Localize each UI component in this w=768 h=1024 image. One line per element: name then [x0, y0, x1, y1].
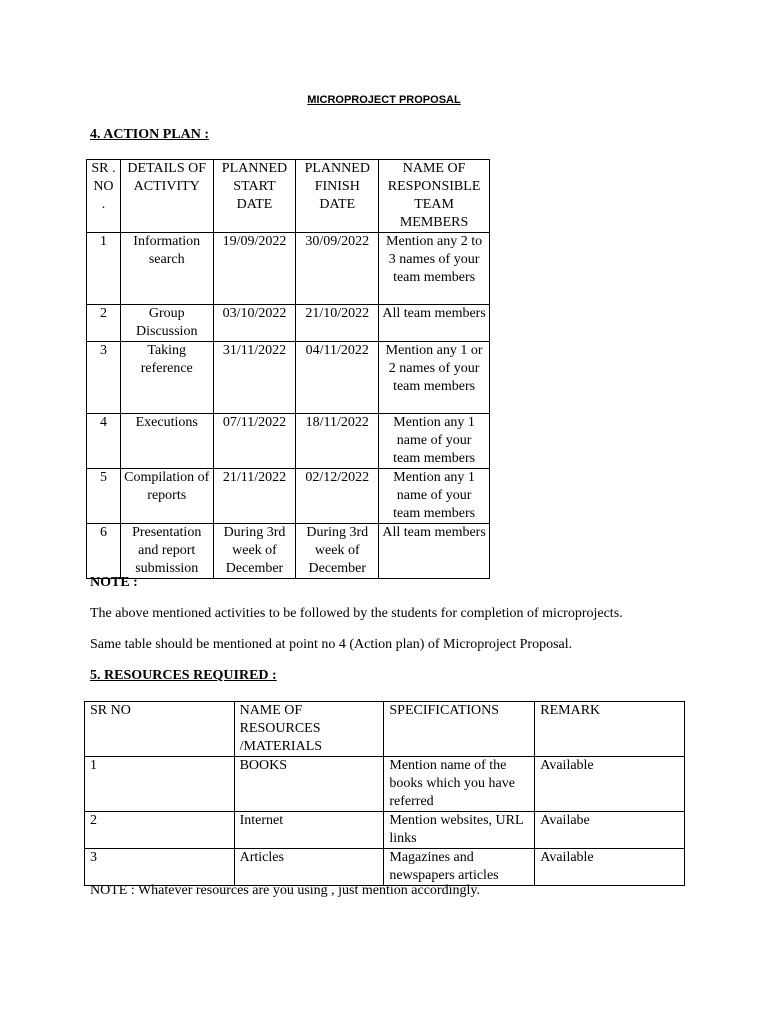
- cell-start: 21/11/2022: [213, 469, 296, 524]
- cell-sr: 6: [87, 524, 121, 579]
- column-header-activity: DETAILS OF ACTIVITY: [120, 160, 213, 233]
- column-header-specifications: SPECIFICATIONS: [384, 702, 535, 757]
- cell-remark: Available: [535, 757, 685, 812]
- column-header-finish-date: PLANNED FINISH DATE: [296, 160, 379, 233]
- cell-members: Mention any 1 name of your team members: [379, 469, 490, 524]
- resources-heading: 5. RESOURCES REQUIRED :: [90, 668, 277, 683]
- cell-finish: 04/11/2022: [296, 342, 379, 414]
- column-header-start-date: PLANNED START DATE: [213, 160, 296, 233]
- cell-spec: Mention name of the books which you have referred: [384, 757, 535, 812]
- cell-finish: 02/12/2022: [296, 469, 379, 524]
- resources-note: NOTE : Whatever resources are you using , just mention accordingly.: [90, 883, 480, 898]
- note-line-2: Same table should be mentioned at point no 4 (Action plan) of Microproject Proposal.: [90, 637, 573, 652]
- cell-finish: During 3rd week of December: [296, 524, 379, 579]
- column-header-sr-no: SR NO: [85, 702, 235, 757]
- table-row: [87, 233, 490, 305]
- cell-sr: 1: [87, 233, 121, 305]
- cell-start: 07/11/2022: [213, 414, 296, 469]
- table-row: [87, 469, 490, 524]
- note-line-1: The above mentioned activities to be followed by the students for completion of microprojects.: [90, 606, 623, 621]
- cell-activity: Executions: [120, 414, 213, 469]
- table-row: [85, 757, 685, 812]
- resources-header-row: [85, 702, 685, 757]
- cell-spec: Magazines and newspapers articles: [384, 849, 535, 886]
- cell-activity: Compilation of reports: [120, 469, 213, 524]
- column-header-resource-name: NAME OF RESOURCES /MATERIALS: [234, 702, 384, 757]
- table-row: [87, 305, 490, 342]
- cell-sr: 5: [87, 469, 121, 524]
- cell-members: All team members: [379, 305, 490, 342]
- cell-finish: 30/09/2022: [296, 233, 379, 305]
- table-row: [87, 342, 490, 414]
- cell-name: Internet: [234, 812, 384, 849]
- action-plan-heading: 4. ACTION PLAN :: [90, 127, 210, 142]
- cell-sr: 4: [87, 414, 121, 469]
- cell-finish: 21/10/2022: [296, 305, 379, 342]
- cell-remark: Available: [535, 849, 685, 886]
- cell-finish: 18/11/2022: [296, 414, 379, 469]
- column-header-remark: REMARK: [535, 702, 685, 757]
- note-heading: NOTE :: [90, 575, 138, 590]
- cell-sr: 3: [85, 849, 235, 886]
- column-header-sr-no: SR . NO .: [87, 160, 121, 233]
- cell-name: BOOKS: [234, 757, 384, 812]
- action-table-header-row: [87, 160, 490, 233]
- resources-table: [84, 701, 685, 886]
- cell-sr: 2: [87, 305, 121, 342]
- table-row: [87, 414, 490, 469]
- cell-activity: Group Discussion: [120, 305, 213, 342]
- cell-remark: Availabe: [535, 812, 685, 849]
- cell-members: Mention any 1 name of your team members: [379, 414, 490, 469]
- cell-members: All team members: [379, 524, 490, 579]
- cell-members: Mention any 1 or 2 names of your team members: [379, 342, 490, 414]
- cell-spec: Mention websites, URL links: [384, 812, 535, 849]
- column-header-team-members: NAME OF RESPONSIBLE TEAM MEMBERS: [379, 160, 490, 233]
- action-plan-table: [86, 159, 490, 579]
- table-row: [85, 849, 685, 886]
- cell-start: 31/11/2022: [213, 342, 296, 414]
- cell-activity: Taking reference: [120, 342, 213, 414]
- cell-sr: 1: [85, 757, 235, 812]
- cell-sr: 2: [85, 812, 235, 849]
- cell-sr: 3: [87, 342, 121, 414]
- cell-start: 19/09/2022: [213, 233, 296, 305]
- cell-name: Articles: [234, 849, 384, 886]
- cell-activity: Information search: [120, 233, 213, 305]
- table-row: [87, 524, 490, 579]
- cell-activity: Presentation and report submission: [120, 524, 213, 579]
- table-row: [85, 812, 685, 849]
- cell-start: During 3rd week of December: [213, 524, 296, 579]
- cell-start: 03/10/2022: [213, 305, 296, 342]
- document-title: MICROPROJECT PROPOSAL: [307, 94, 461, 106]
- cell-members: Mention any 2 to 3 names of your team members: [379, 233, 490, 305]
